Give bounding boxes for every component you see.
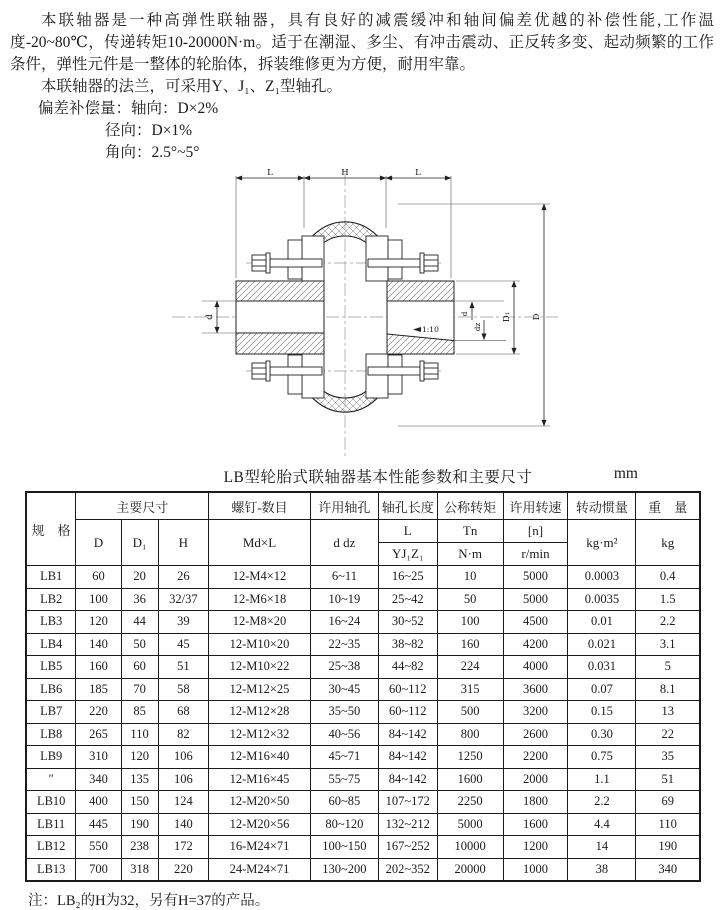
spec-cell: LB3 bbox=[26, 611, 76, 634]
spec-cell: 70 bbox=[121, 678, 158, 701]
spec-cell: 140 bbox=[158, 813, 209, 836]
spec-cell: 12-M12×25 bbox=[209, 678, 311, 701]
spec-cell: 167~252 bbox=[378, 836, 437, 859]
spec-cell: 185 bbox=[76, 678, 121, 701]
spec-cell: 44 bbox=[121, 611, 158, 634]
spec-cell: 30~45 bbox=[310, 678, 378, 701]
spec-cell: 3200 bbox=[503, 701, 568, 724]
table-row bbox=[26, 746, 700, 769]
spec-cell: 10~19 bbox=[310, 588, 378, 611]
spec-cell: 110 bbox=[636, 813, 700, 836]
header-weight: 重 量 bbox=[636, 492, 700, 520]
spec-cell: 69 bbox=[636, 791, 700, 814]
spec-cell: 172 bbox=[158, 836, 209, 859]
spec-cell: 26 bbox=[158, 566, 209, 589]
spec-cell: 1200 bbox=[503, 836, 568, 859]
spec-cell: 3600 bbox=[503, 678, 568, 701]
compensation-label: 偏差补偿量： bbox=[38, 100, 132, 117]
spec-cell: 110 bbox=[121, 723, 158, 746]
spec-cell: 80~120 bbox=[310, 813, 378, 836]
spec-cell: 25~42 bbox=[378, 588, 437, 611]
header-col-h: H bbox=[158, 520, 209, 566]
header-torque-sub1: Tn bbox=[437, 520, 503, 543]
spec-cell: 22~35 bbox=[310, 633, 378, 656]
spec-cell: 2200 bbox=[503, 746, 568, 769]
spec-cell: 32/37 bbox=[158, 588, 209, 611]
spec-cell: 220 bbox=[76, 701, 121, 724]
spec-cell: 124 bbox=[158, 791, 209, 814]
header-bore-len: 轴孔长度 bbox=[378, 492, 437, 520]
spec-cell: 60~112 bbox=[378, 678, 437, 701]
spec-cell: 0.4 bbox=[636, 566, 700, 589]
spec-cell: 30~52 bbox=[378, 611, 437, 634]
spec-table bbox=[25, 491, 701, 882]
spec-cell: LB7 bbox=[26, 701, 76, 724]
spec-cell: 1600 bbox=[503, 813, 568, 836]
dim-label-d1: D₁ bbox=[502, 311, 512, 323]
spec-cell: LB11 bbox=[26, 813, 76, 836]
spec-cell: 58 bbox=[158, 678, 209, 701]
spec-cell: 1600 bbox=[437, 768, 503, 791]
header-spec: 规 格 bbox=[26, 492, 76, 566]
spec-cell: 0.30 bbox=[568, 723, 636, 746]
header-speed-sub2: r/min bbox=[503, 543, 568, 566]
header-speed: 许用转速 bbox=[503, 492, 568, 520]
spec-cell: 140 bbox=[76, 633, 121, 656]
header-bore-len-sub1: L bbox=[378, 520, 437, 543]
spec-cell: 160 bbox=[437, 633, 503, 656]
spec-cell: LB13 bbox=[26, 858, 76, 881]
spec-cell: 39 bbox=[158, 611, 209, 634]
footnote: 注：LB₂的H为32，另有H=37的产品。 bbox=[28, 893, 270, 909]
table-row bbox=[26, 656, 700, 679]
spec-cell: 82 bbox=[158, 723, 209, 746]
spec-cell: 100~150 bbox=[310, 836, 378, 859]
spec-cell: 68 bbox=[158, 701, 209, 724]
spec-cell: 310 bbox=[76, 746, 121, 769]
spec-cell: 0.75 bbox=[568, 746, 636, 769]
spec-cell: 0.15 bbox=[568, 701, 636, 724]
spec-cell: 1000 bbox=[503, 858, 568, 881]
dim-label-l-right: L bbox=[415, 168, 421, 178]
spec-cell: 6~11 bbox=[310, 566, 378, 589]
spec-cell: LB6 bbox=[26, 678, 76, 701]
compensation-radial: 径向：D×1% bbox=[105, 122, 193, 139]
spec-cell: 0.021 bbox=[568, 633, 636, 656]
spec-cell: 4500 bbox=[503, 611, 568, 634]
intro-paragraph: 本联轴器是一种高弹性联轴器，具有良好的减震缓冲和轴间偏差优越的补偿性能,工作温度-20~80℃，传递转矩10-20000N·m。适于在潮湿、多尘、有冲击震动、正反转多变、起动频繁的工作条件，弹性元件是一整体的轮胎体，拆装维修更为方便，耐用牢靠。 bbox=[10, 12, 714, 73]
spec-table-body bbox=[26, 566, 700, 882]
spec-cell: 12-M12×32 bbox=[209, 723, 311, 746]
spec-cell: 45 bbox=[158, 633, 209, 656]
spec-cell: 12-M6×18 bbox=[209, 588, 311, 611]
dim-label-l-left: L bbox=[267, 168, 273, 178]
spec-cell: LB5 bbox=[26, 656, 76, 679]
spec-cell: 120 bbox=[121, 746, 158, 769]
spec-cell: LB4 bbox=[26, 633, 76, 656]
spec-cell: 50 bbox=[437, 588, 503, 611]
dim-label-h: H bbox=[341, 168, 349, 178]
header-bore: 许用轴孔 bbox=[310, 492, 378, 520]
dim-label-d-left: d bbox=[205, 314, 215, 320]
header-bore-len-sub2: YJ₁Z₁ bbox=[378, 543, 437, 566]
table-title: LB型轮胎式联轴器基本性能参数和主要尺寸 bbox=[223, 469, 533, 486]
spec-cell: 51 bbox=[158, 656, 209, 679]
table-row bbox=[26, 858, 700, 881]
header-inertia: 转动惯量 bbox=[568, 492, 636, 520]
unit-label: mm bbox=[613, 465, 638, 482]
spec-cell: 3.1 bbox=[636, 633, 700, 656]
spec-cell: 60 bbox=[76, 566, 121, 589]
spec-cell: 45~71 bbox=[310, 746, 378, 769]
right-hub bbox=[387, 281, 454, 354]
spec-cell: 700 bbox=[76, 858, 121, 881]
spec-cell: LB2 bbox=[26, 588, 76, 611]
spec-cell: 315 bbox=[437, 678, 503, 701]
spec-cell: 16-M24×71 bbox=[209, 836, 311, 859]
table-title-row bbox=[0, 465, 726, 485]
spec-cell: 40~56 bbox=[310, 723, 378, 746]
table-row bbox=[26, 836, 700, 859]
table-row bbox=[26, 701, 700, 724]
header-screws: 螺钉-数目 bbox=[209, 492, 311, 520]
spec-cell: 106 bbox=[158, 746, 209, 769]
spec-cell: 24-M24×71 bbox=[209, 858, 311, 881]
spec-cell: 120 bbox=[76, 611, 121, 634]
spec-cell: 2.2 bbox=[636, 611, 700, 634]
spec-cell: 60~112 bbox=[378, 701, 437, 724]
spec-cell: 38 bbox=[568, 858, 636, 881]
table-row bbox=[26, 723, 700, 746]
spec-cell: 5 bbox=[636, 656, 700, 679]
spec-cell: 0.031 bbox=[568, 656, 636, 679]
spec-cell: 16~25 bbox=[378, 566, 437, 589]
spec-cell: 12-M16×40 bbox=[209, 746, 311, 769]
header-main-dims: 主要尺寸 bbox=[76, 492, 209, 520]
header-torque-sub2: N·m bbox=[437, 543, 503, 566]
spec-cell: 2250 bbox=[437, 791, 503, 814]
header-weight-sub: kg bbox=[636, 520, 700, 566]
technical-drawing bbox=[164, 168, 664, 463]
spec-cell: 0.0003 bbox=[568, 566, 636, 589]
header-bore-sub: d dz bbox=[310, 520, 378, 566]
spec-cell: 238 bbox=[121, 836, 158, 859]
spec-cell: 84~142 bbox=[378, 723, 437, 746]
spec-cell: 2.2 bbox=[568, 791, 636, 814]
spec-cell: 35 bbox=[636, 746, 700, 769]
spec-table-header bbox=[26, 492, 700, 566]
spec-cell: 550 bbox=[76, 836, 121, 859]
spec-cell: 1.5 bbox=[636, 588, 700, 611]
spec-cell: 318 bbox=[121, 858, 158, 881]
spec-cell: 132~212 bbox=[378, 813, 437, 836]
spec-cell: 12-M4×12 bbox=[209, 566, 311, 589]
header-inertia-sub: kg·m² bbox=[568, 520, 636, 566]
spec-cell: 5000 bbox=[437, 813, 503, 836]
spec-cell: 12-M10×22 bbox=[209, 656, 311, 679]
table-row bbox=[26, 588, 700, 611]
spec-cell: 55~75 bbox=[310, 768, 378, 791]
spec-cell: 16~24 bbox=[310, 611, 378, 634]
spec-cell: 190 bbox=[121, 813, 158, 836]
table-row bbox=[26, 791, 700, 814]
dim-label-dz: dz bbox=[473, 322, 482, 332]
spec-cell: ″ bbox=[26, 768, 76, 791]
spec-cell: LB1 bbox=[26, 566, 76, 589]
intro-section bbox=[0, 0, 726, 164]
table-row bbox=[26, 566, 700, 589]
spec-cell: 0.07 bbox=[568, 678, 636, 701]
spec-cell: 1800 bbox=[503, 791, 568, 814]
spec-cell: LB10 bbox=[26, 791, 76, 814]
spec-cell: LB8 bbox=[26, 723, 76, 746]
spec-cell: 224 bbox=[437, 656, 503, 679]
spec-cell: 1.1 bbox=[568, 768, 636, 791]
spec-cell: 50 bbox=[121, 633, 158, 656]
spec-cell: 4200 bbox=[503, 633, 568, 656]
header-screws-sub: Md×L bbox=[209, 520, 311, 566]
spec-cell: 5000 bbox=[503, 588, 568, 611]
spec-cell: 12-M20×50 bbox=[209, 791, 311, 814]
header-speed-sub1: [n] bbox=[503, 520, 568, 543]
spec-cell: 500 bbox=[437, 701, 503, 724]
spec-cell: 38~82 bbox=[378, 633, 437, 656]
spec-cell: 0.01 bbox=[568, 611, 636, 634]
spec-cell: 340 bbox=[636, 858, 700, 881]
table-row bbox=[26, 813, 700, 836]
spec-cell: 4000 bbox=[503, 656, 568, 679]
spec-cell: LB12 bbox=[26, 836, 76, 859]
spec-cell: 12-M20×56 bbox=[209, 813, 311, 836]
spec-cell: 10 bbox=[437, 566, 503, 589]
spec-cell: 0.0035 bbox=[568, 588, 636, 611]
spec-cell: 12-M10×20 bbox=[209, 633, 311, 656]
spec-cell: 60 bbox=[121, 656, 158, 679]
spec-cell: 51 bbox=[636, 768, 700, 791]
spec-cell: 265 bbox=[76, 723, 121, 746]
spec-cell: 130~200 bbox=[310, 858, 378, 881]
spec-cell: 5000 bbox=[503, 566, 568, 589]
header-col-d1: D₁ bbox=[121, 520, 158, 566]
spec-cell: 190 bbox=[636, 836, 700, 859]
compensation-axial: 轴向：D×2% bbox=[131, 100, 219, 117]
dim-label-d-outer: D bbox=[532, 313, 542, 321]
left-hub bbox=[236, 281, 324, 354]
spec-cell: 25~38 bbox=[310, 656, 378, 679]
spec-cell: 10000 bbox=[437, 836, 503, 859]
taper-label: 1:10 bbox=[422, 325, 439, 334]
spec-cell: 100 bbox=[76, 588, 121, 611]
spec-cell: 4.4 bbox=[568, 813, 636, 836]
spec-cell: 44~82 bbox=[378, 656, 437, 679]
spec-cell: 84~142 bbox=[378, 768, 437, 791]
spec-cell: 60~85 bbox=[310, 791, 378, 814]
table-row bbox=[26, 678, 700, 701]
spec-cell: 400 bbox=[76, 791, 121, 814]
table-row bbox=[26, 768, 700, 791]
spec-cell: 12-M16×45 bbox=[209, 768, 311, 791]
spec-cell: 2000 bbox=[503, 768, 568, 791]
spec-cell: 12-M12×28 bbox=[209, 701, 311, 724]
spec-cell: 12-M8×20 bbox=[209, 611, 311, 634]
compensation-angular: 角向：2.5°~5° bbox=[105, 144, 200, 161]
spec-cell: 106 bbox=[158, 768, 209, 791]
spec-cell: 22 bbox=[636, 723, 700, 746]
spec-cell: 100 bbox=[437, 611, 503, 634]
spec-cell: 84~142 bbox=[378, 746, 437, 769]
spec-cell: 1250 bbox=[437, 746, 503, 769]
spec-cell: 340 bbox=[76, 768, 121, 791]
spec-cell: 13 bbox=[636, 701, 700, 724]
table-row bbox=[26, 633, 700, 656]
header-col-d: D bbox=[76, 520, 121, 566]
compensation-axial-line bbox=[38, 98, 714, 120]
dim-label-d-right: d bbox=[460, 311, 469, 317]
spec-cell: 20000 bbox=[437, 858, 503, 881]
spec-cell: 35~50 bbox=[310, 701, 378, 724]
spec-cell: 8.1 bbox=[636, 678, 700, 701]
spec-cell: 220 bbox=[158, 858, 209, 881]
flange-paragraph: 本联轴器的法兰，可采用Y、J₁、Z₁型轴孔。 bbox=[41, 78, 343, 95]
spec-cell: 20 bbox=[121, 566, 158, 589]
spec-cell: 800 bbox=[437, 723, 503, 746]
spec-cell: 36 bbox=[121, 588, 158, 611]
spec-cell: 150 bbox=[121, 791, 158, 814]
spec-cell: 445 bbox=[76, 813, 121, 836]
spec-cell: LB9 bbox=[26, 746, 76, 769]
spec-cell: 202~352 bbox=[378, 858, 437, 881]
spec-cell: 135 bbox=[121, 768, 158, 791]
spec-cell: 107~172 bbox=[378, 791, 437, 814]
header-torque: 公称转矩 bbox=[437, 492, 503, 520]
spec-cell: 160 bbox=[76, 656, 121, 679]
spec-cell: 2600 bbox=[503, 723, 568, 746]
spec-cell: 14 bbox=[568, 836, 636, 859]
centerlines bbox=[172, 173, 558, 459]
spec-cell: 85 bbox=[121, 701, 158, 724]
table-row bbox=[26, 611, 700, 634]
